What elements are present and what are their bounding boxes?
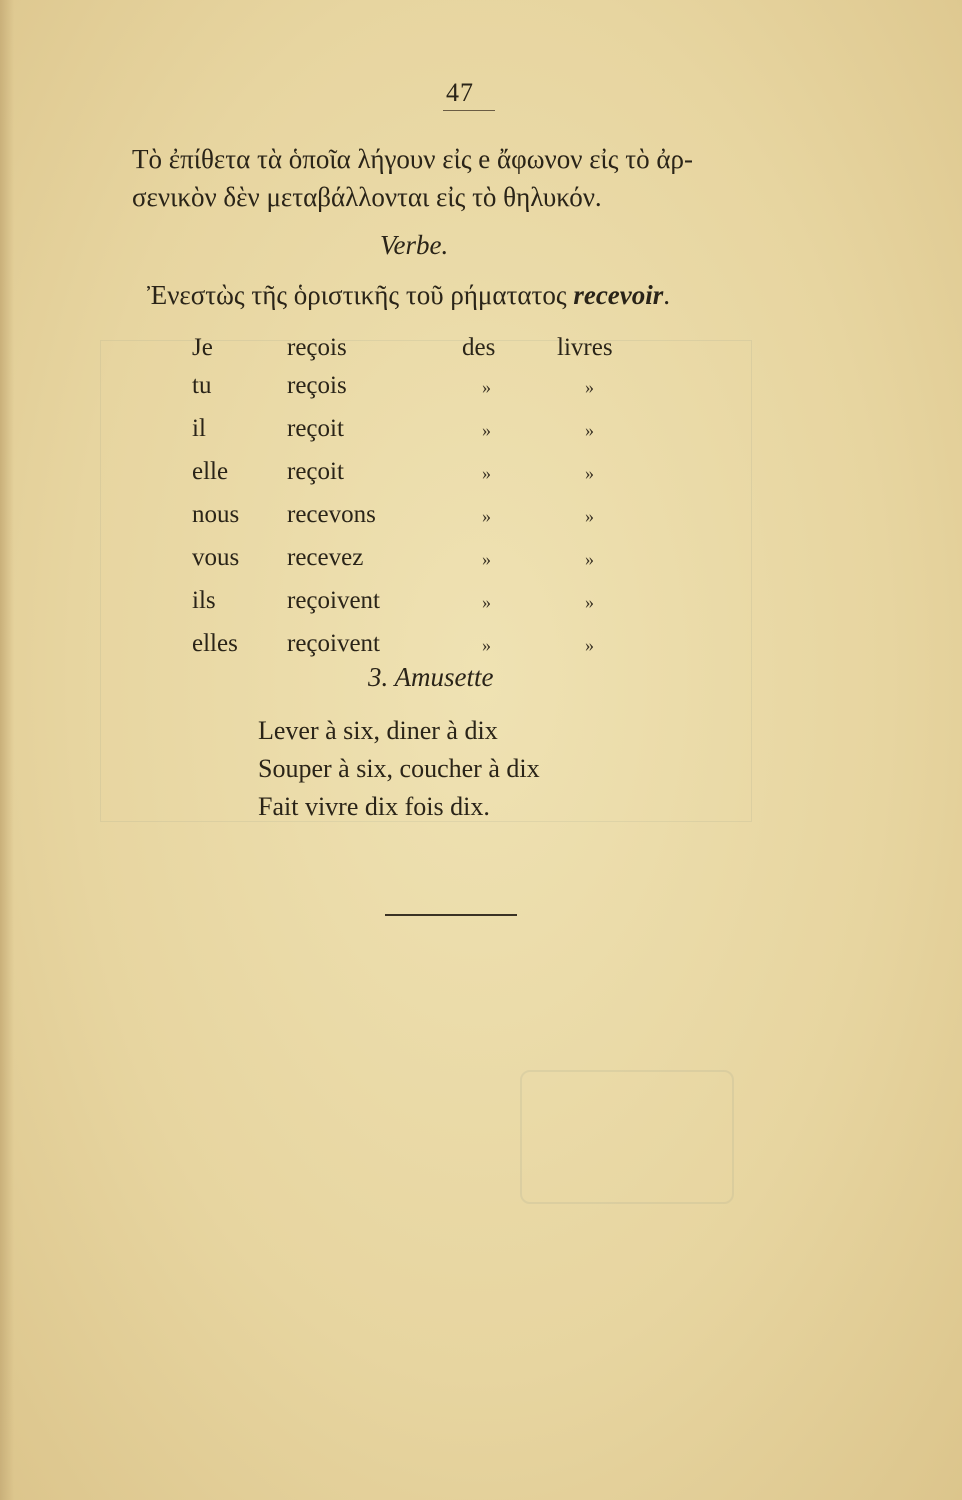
ditto-mark: » (585, 420, 594, 440)
ditto-mark: » (585, 592, 594, 612)
infinitive-verb: recevoir (573, 280, 664, 310)
verb-form-cell: reçoit (287, 415, 344, 442)
object-cell: livres (557, 334, 613, 361)
tense-text: Ἐνεστὼς τῆς ὁριστικῆς τοῦ ρήματατος (147, 280, 567, 310)
ditto-mark: » (585, 463, 594, 483)
intro-line: Τὸ ἐπίθετα τὰ ὁποῖα λήγουν εἰς e ἄφωνον εἰς τὸ ἀρ- (132, 144, 693, 174)
verb-form-cell: reçoit (287, 458, 344, 485)
poem (258, 712, 678, 826)
conjugation-table (192, 334, 675, 673)
pronoun-cell: elles (192, 630, 238, 657)
verb-form-cell: recevez (287, 544, 364, 571)
conjugation-row (192, 458, 675, 501)
ditto-mark: » (482, 635, 491, 655)
conjugation-row (192, 501, 675, 544)
verb-form-cell: recevons (287, 501, 376, 528)
ditto-mark: » (585, 377, 594, 397)
section-end-rule (385, 914, 517, 916)
conjugation-row (192, 587, 675, 630)
intro-line: σενικὸν δὲν μεταβάλλονται εἰς τὸ θηλυκόν. (132, 182, 602, 212)
page-number: 47 (446, 78, 474, 107)
verb-form-cell: reçois (287, 334, 347, 361)
ditto-mark: » (482, 549, 491, 569)
verb-form-cell: reçoivent (287, 587, 381, 614)
conjugation-row (192, 544, 675, 587)
page-number-rule (443, 110, 495, 111)
intro-paragraph (132, 140, 812, 216)
conjugation-row (192, 334, 675, 372)
tense-heading (147, 280, 827, 311)
tense-period: . (663, 280, 671, 310)
verb-form-cell: reçoivent (287, 630, 381, 657)
conjugation-row (192, 415, 675, 458)
pronoun-cell: elle (192, 458, 229, 485)
bleed-through-illustration (520, 1070, 734, 1204)
conjugation-row (192, 372, 675, 415)
poem-line: Lever à six, diner à dix (258, 716, 498, 745)
poem-title: 3. Amusette (368, 662, 494, 692)
ditto-mark: » (482, 592, 491, 612)
page-edge-shadow (0, 0, 14, 1500)
pronoun-cell: nous (192, 501, 240, 528)
ditto-mark: » (482, 377, 491, 397)
ditto-mark: » (585, 635, 594, 655)
verb-form-cell: reçois (287, 372, 347, 399)
object-cell: des (462, 334, 496, 361)
section-heading: Verbe. (380, 230, 449, 260)
ditto-mark: » (585, 506, 594, 526)
ditto-mark: » (585, 549, 594, 569)
poem-line: Fait vivre dix fois dix. (258, 792, 490, 821)
ditto-mark: » (482, 463, 491, 483)
pronoun-cell: vous (192, 544, 240, 571)
pronoun-cell: il (192, 415, 206, 442)
ditto-mark: » (482, 506, 491, 526)
pronoun-cell: ils (192, 587, 216, 614)
poem-line: Souper à six, coucher à dix (258, 754, 540, 783)
pronoun-cell: tu (192, 372, 212, 399)
ditto-mark: » (482, 420, 491, 440)
pronoun-cell: Je (192, 334, 213, 361)
